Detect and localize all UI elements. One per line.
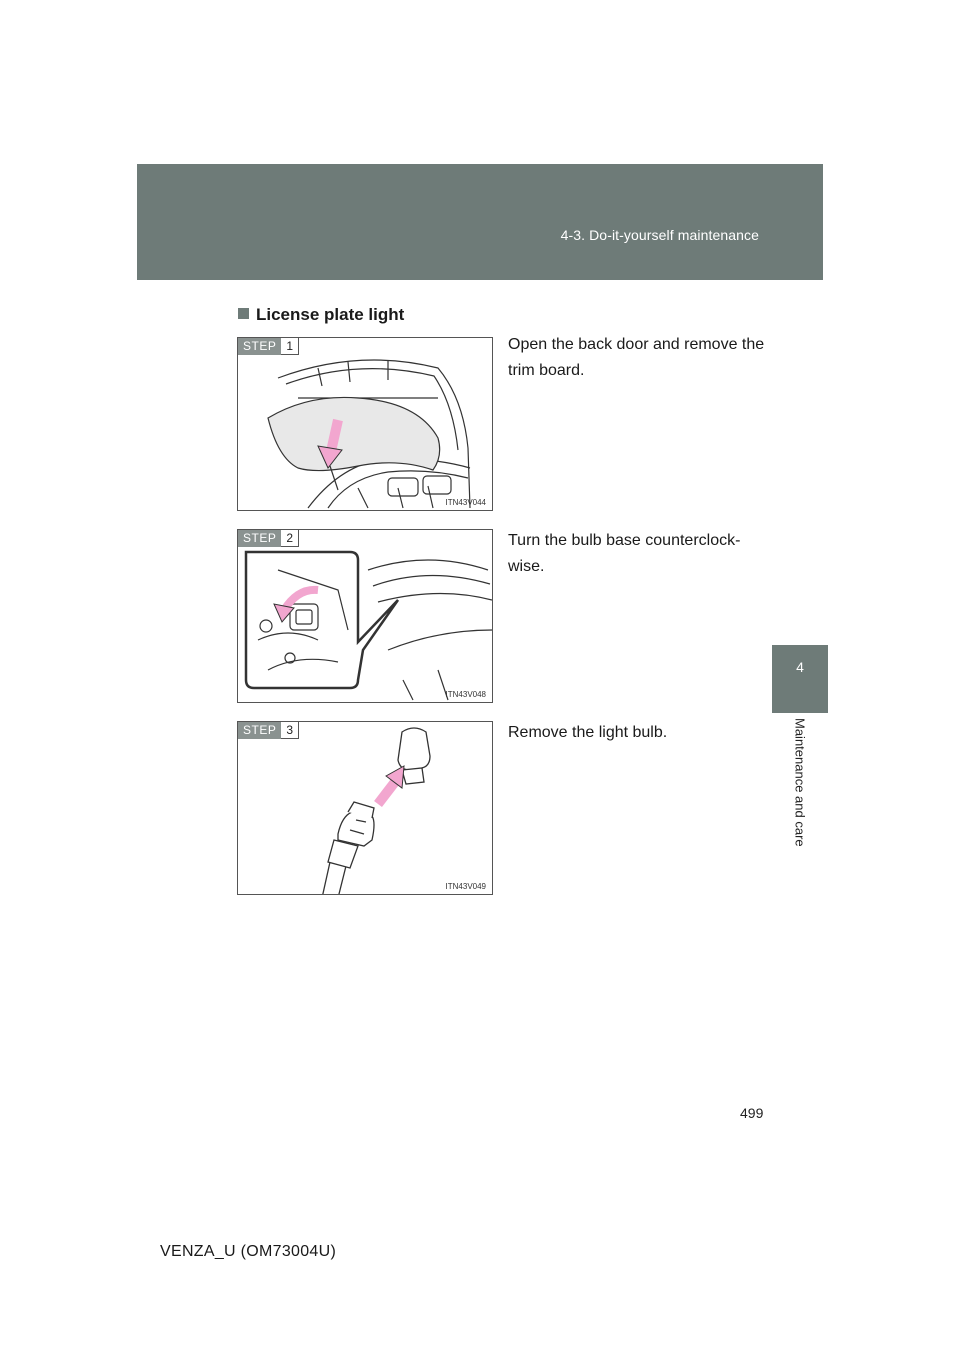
figure-code: ITN43V048 <box>445 690 486 699</box>
header-band <box>137 164 823 280</box>
section-heading <box>238 305 404 325</box>
step-3-text: Remove the light bulb. <box>508 724 668 741</box>
step-1-figure <box>237 337 493 511</box>
chapter-label <box>790 718 810 878</box>
step-label: STEP <box>238 530 281 547</box>
step-1-badge <box>238 338 299 355</box>
chapter-label-text: Maintenance and care <box>792 718 808 847</box>
step-number: 1 <box>281 338 299 355</box>
step-3-badge <box>238 722 299 739</box>
step-number: 3 <box>281 722 299 739</box>
step-label: STEP <box>238 338 281 355</box>
square-bullet-icon <box>238 308 249 319</box>
bulb-base-turn-illustration <box>238 530 493 703</box>
step-3-figure <box>237 721 493 895</box>
chapter-number: 4 <box>796 659 804 675</box>
page-number: 499 <box>740 1105 764 1121</box>
step-2-badge <box>238 530 299 547</box>
step-label: STEP <box>238 722 281 739</box>
section-heading-text: License plate light <box>256 305 405 324</box>
section-title: 4-3. Do-it-yourself maintenance <box>560 227 759 243</box>
figure-code: ITN43V049 <box>445 882 486 891</box>
back-door-trim-illustration <box>238 338 493 511</box>
document-id: VENZA_U (OM73004U) <box>160 1243 337 1260</box>
step-2-figure <box>237 529 493 703</box>
figure-code: ITN43V044 <box>445 498 486 507</box>
bulb-removal-illustration <box>238 722 493 895</box>
step-number: 2 <box>281 530 299 547</box>
step-1-text: Open the back door and remove the trim board. <box>508 336 765 379</box>
chapter-tab <box>772 645 828 713</box>
step-2-text: Turn the bulb base counterclock-wise. <box>508 532 741 575</box>
